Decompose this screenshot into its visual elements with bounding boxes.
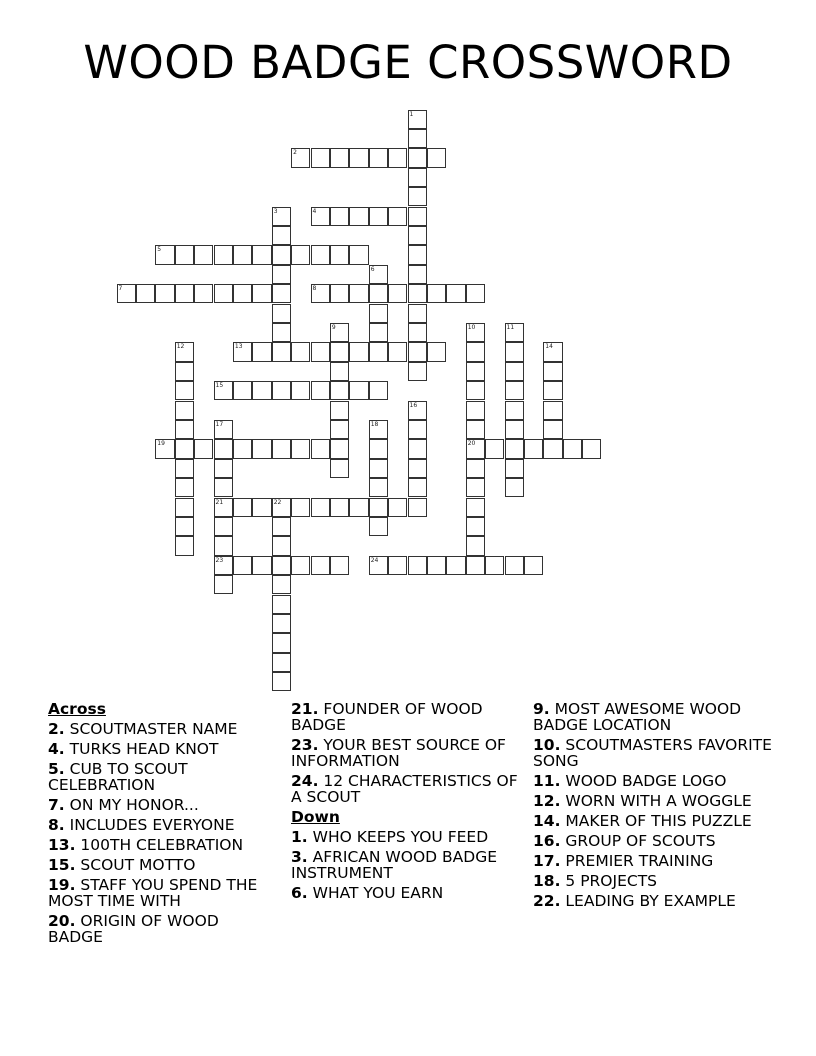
grid-cell[interactable] xyxy=(466,536,485,555)
grid-cell[interactable] xyxy=(117,284,136,303)
grid-cell[interactable] xyxy=(466,517,485,536)
grid-cell[interactable] xyxy=(175,517,194,536)
grid-cell[interactable] xyxy=(291,342,310,361)
grid-cell[interactable] xyxy=(388,284,407,303)
grid-cell[interactable] xyxy=(194,245,213,264)
grid-cell[interactable] xyxy=(330,420,349,439)
grid-cell[interactable] xyxy=(446,284,465,303)
clue-number: 18 xyxy=(370,420,379,428)
grid-cell[interactable] xyxy=(272,556,291,575)
clue-number: 21 xyxy=(215,498,224,506)
grid-cell[interactable] xyxy=(272,498,291,517)
clue-down-12: 12. WORN WITH A WOGGLE xyxy=(533,792,752,810)
clue-number: 13 xyxy=(234,343,243,351)
grid-cell[interactable] xyxy=(349,207,368,226)
grid-cell[interactable] xyxy=(272,284,291,303)
clue-down-18: 18. 5 PROJECTS xyxy=(533,872,658,890)
grid-cell[interactable] xyxy=(291,381,310,400)
grid-cell[interactable] xyxy=(175,381,194,400)
grid-cell[interactable] xyxy=(388,342,407,361)
grid-cell[interactable] xyxy=(369,556,388,575)
grid-cell[interactable] xyxy=(369,420,388,439)
clue-number: 1 xyxy=(409,110,414,118)
grid-cell[interactable] xyxy=(272,614,291,633)
clue-number: 8 xyxy=(312,285,317,293)
grid-cell[interactable] xyxy=(427,342,446,361)
grid-cell[interactable] xyxy=(272,207,291,226)
clue-number: 16 xyxy=(409,401,418,409)
grid-cell[interactable] xyxy=(505,401,524,420)
clue-across-13: 13. 100TH CELEBRATION xyxy=(48,836,244,854)
grid-cell[interactable] xyxy=(291,439,310,458)
clue-number: 14 xyxy=(545,343,553,351)
grid-cell[interactable] xyxy=(272,653,291,672)
clue-down-16: 16. GROUP OF SCOUTS xyxy=(533,832,716,850)
grid-cell[interactable] xyxy=(408,498,427,517)
page-title: WOOD BADGE CROSSWORD xyxy=(83,36,733,89)
grid-cell[interactable] xyxy=(155,439,174,458)
grid-cell[interactable] xyxy=(408,284,427,303)
clue-across-5: 5. CUB TO SCOUT CELEBRATION xyxy=(48,760,188,794)
grid-cell[interactable] xyxy=(408,362,427,381)
grid-cell[interactable] xyxy=(466,284,485,303)
grid-cell[interactable] xyxy=(349,284,368,303)
down-heading: Down xyxy=(291,808,340,826)
grid-cell[interactable] xyxy=(272,323,291,342)
clue-number: 4 xyxy=(312,207,317,215)
grid-cell[interactable] xyxy=(330,459,349,478)
grid-cell[interactable] xyxy=(233,284,252,303)
grid-cell[interactable] xyxy=(175,478,194,497)
clue-number: 23 xyxy=(215,556,224,564)
grid-cell[interactable] xyxy=(330,498,349,517)
grid-cell[interactable] xyxy=(175,342,194,361)
clue-across-19: 19. STAFF YOU SPEND THE MOST TIME WITH xyxy=(48,876,258,910)
grid-cell[interactable] xyxy=(311,498,330,517)
grid-cell[interactable] xyxy=(311,381,330,400)
grid-cell[interactable] xyxy=(214,439,233,458)
grid-cell[interactable] xyxy=(369,498,388,517)
grid-cell[interactable] xyxy=(408,556,427,575)
grid-cell[interactable] xyxy=(291,245,310,264)
grid-cell[interactable] xyxy=(330,284,349,303)
grid-cell[interactable] xyxy=(272,245,291,264)
grid-cell[interactable] xyxy=(214,381,233,400)
clues-column-3 xyxy=(533,701,773,913)
clue-across-7: 7. ON MY HONOR... xyxy=(48,796,199,814)
clue-across-21: 21. FOUNDER OF WOOD BADGE xyxy=(291,700,483,734)
grid-cell[interactable] xyxy=(369,323,388,342)
grid-cell[interactable] xyxy=(330,439,349,458)
grid-cell[interactable] xyxy=(505,342,524,361)
grid-cell[interactable] xyxy=(311,207,330,226)
grid-cell[interactable] xyxy=(175,459,194,478)
grid-cell[interactable] xyxy=(349,342,368,361)
clue-number: 19 xyxy=(157,440,165,448)
grid-cell[interactable] xyxy=(214,459,233,478)
grid-cell[interactable] xyxy=(388,207,407,226)
clue-number: 6 xyxy=(370,265,375,273)
grid-cell[interactable] xyxy=(505,556,524,575)
grid-cell[interactable] xyxy=(466,459,485,478)
grid-cell[interactable] xyxy=(330,342,349,361)
grid-cell[interactable] xyxy=(369,148,388,167)
grid-cell[interactable] xyxy=(408,342,427,361)
grid-cell[interactable] xyxy=(349,148,368,167)
grid-cell[interactable] xyxy=(214,245,233,264)
grid-cell[interactable] xyxy=(485,439,504,458)
clue-down-14: 14. MAKER OF THIS PUZZLE xyxy=(533,812,752,830)
grid-cell[interactable] xyxy=(466,323,485,342)
clue-across-24: 24. 12 CHARACTERISTICS OF A SCOUT xyxy=(291,772,518,806)
grid-cell[interactable] xyxy=(408,207,427,226)
across-heading: Across xyxy=(48,700,106,718)
grid-cell[interactable] xyxy=(408,439,427,458)
grid-cell[interactable] xyxy=(136,284,155,303)
grid-cell[interactable] xyxy=(466,381,485,400)
grid-cell[interactable] xyxy=(272,226,291,245)
clue-down-10: 10. SCOUTMASTERS FAVORITE SONG xyxy=(533,736,772,770)
grid-cell[interactable] xyxy=(330,381,349,400)
grid-cell[interactable] xyxy=(349,498,368,517)
grid-cell[interactable] xyxy=(369,459,388,478)
clue-number: 10 xyxy=(467,323,476,331)
grid-cell[interactable] xyxy=(505,381,524,400)
grid-cell[interactable] xyxy=(214,575,233,594)
grid-cell[interactable] xyxy=(408,401,427,420)
grid-cell[interactable] xyxy=(543,401,562,420)
grid-cell[interactable] xyxy=(291,556,310,575)
grid-cell[interactable] xyxy=(175,498,194,517)
grid-cell[interactable] xyxy=(408,478,427,497)
grid-cell[interactable] xyxy=(369,265,388,284)
grid-cell[interactable] xyxy=(505,459,524,478)
grid-cell[interactable] xyxy=(505,362,524,381)
grid-cell[interactable] xyxy=(369,381,388,400)
grid-cell[interactable] xyxy=(272,304,291,323)
grid-cell[interactable] xyxy=(543,381,562,400)
clue-across-23: 23. YOUR BEST SOURCE OF INFORMATION xyxy=(291,736,506,770)
grid-cell[interactable] xyxy=(214,284,233,303)
grid-cell[interactable] xyxy=(388,148,407,167)
grid-cell[interactable] xyxy=(408,265,427,284)
grid-cell[interactable] xyxy=(252,498,271,517)
clue-number: 11 xyxy=(506,323,515,331)
clue-across-20: 20. ORIGIN OF WOOD BADGE xyxy=(48,912,219,946)
grid-cell[interactable] xyxy=(408,187,427,206)
grid-cell[interactable] xyxy=(330,323,349,342)
grid-cell[interactable] xyxy=(485,556,504,575)
grid-cell[interactable] xyxy=(427,556,446,575)
grid-cell[interactable] xyxy=(330,556,349,575)
grid-cell[interactable] xyxy=(233,498,252,517)
grid-cell[interactable] xyxy=(272,265,291,284)
grid-cell[interactable] xyxy=(505,439,524,458)
grid-cell[interactable] xyxy=(175,401,194,420)
grid-cell[interactable] xyxy=(291,498,310,517)
grid-cell[interactable] xyxy=(252,381,271,400)
grid-cell[interactable] xyxy=(330,362,349,381)
grid-cell[interactable] xyxy=(408,226,427,245)
grid-cell[interactable] xyxy=(252,342,271,361)
clue-number: 20 xyxy=(467,440,476,448)
grid-cell[interactable] xyxy=(311,342,330,361)
clue-down-17: 17. PREMIER TRAINING xyxy=(533,852,714,870)
grid-cell[interactable] xyxy=(272,633,291,652)
grid-cell[interactable] xyxy=(330,245,349,264)
clue-number: 9 xyxy=(331,323,336,331)
grid-cell[interactable] xyxy=(408,129,427,148)
grid-cell[interactable] xyxy=(466,401,485,420)
grid-cell[interactable] xyxy=(466,556,485,575)
grid-cell[interactable] xyxy=(505,323,524,342)
grid-cell[interactable] xyxy=(349,245,368,264)
clue-across-8: 8. INCLUDES EVERYONE xyxy=(48,816,235,834)
grid-cell[interactable] xyxy=(330,148,349,167)
grid-cell[interactable] xyxy=(543,362,562,381)
grid-cell[interactable] xyxy=(233,245,252,264)
grid-cell[interactable] xyxy=(175,420,194,439)
grid-cell[interactable] xyxy=(349,381,368,400)
grid-cell[interactable] xyxy=(214,478,233,497)
grid-cell[interactable] xyxy=(291,148,310,167)
grid-cell[interactable] xyxy=(582,439,601,458)
clue-down-3: 3. AFRICAN WOOD BADGE INSTRUMENT xyxy=(291,848,497,882)
grid-cell[interactable] xyxy=(214,498,233,517)
grid-cell[interactable] xyxy=(563,439,582,458)
clue-number: 12 xyxy=(176,343,185,351)
grid-cell[interactable] xyxy=(272,672,291,691)
grid-cell[interactable] xyxy=(388,556,407,575)
clue-down-22: 22. LEADING BY EXAMPLE xyxy=(533,892,736,910)
grid-cell[interactable] xyxy=(369,439,388,458)
grid-cell[interactable] xyxy=(175,284,194,303)
crossword-grid xyxy=(117,110,637,700)
grid-cell[interactable] xyxy=(214,420,233,439)
grid-cell[interactable] xyxy=(543,439,562,458)
grid-cell[interactable] xyxy=(369,304,388,323)
grid-cell[interactable] xyxy=(388,498,407,517)
grid-cell[interactable] xyxy=(155,245,174,264)
clue-number: 2 xyxy=(293,149,297,157)
grid-cell[interactable] xyxy=(408,168,427,187)
grid-cell[interactable] xyxy=(194,439,213,458)
grid-cell[interactable] xyxy=(369,207,388,226)
grid-cell[interactable] xyxy=(505,478,524,497)
grid-cell[interactable] xyxy=(427,284,446,303)
grid-cell[interactable] xyxy=(272,342,291,361)
grid-cell[interactable] xyxy=(408,304,427,323)
grid-cell[interactable] xyxy=(311,439,330,458)
clue-number: 24 xyxy=(370,556,379,564)
grid-cell[interactable] xyxy=(369,284,388,303)
grid-cell[interactable] xyxy=(369,517,388,536)
clue-number: 22 xyxy=(273,498,282,506)
grid-cell[interactable] xyxy=(252,245,271,264)
grid-cell[interactable] xyxy=(466,362,485,381)
grid-cell[interactable] xyxy=(408,459,427,478)
grid-cell[interactable] xyxy=(505,420,524,439)
grid-cell[interactable] xyxy=(311,284,330,303)
clue-number: 3 xyxy=(273,207,278,215)
clues-column-2 xyxy=(291,701,526,905)
grid-cell[interactable] xyxy=(524,439,543,458)
grid-cell[interactable] xyxy=(252,556,271,575)
grid-cell[interactable] xyxy=(175,439,194,458)
grid-cell[interactable] xyxy=(311,148,330,167)
grid-cell[interactable] xyxy=(369,478,388,497)
grid-cell[interactable] xyxy=(194,284,213,303)
grid-cell[interactable] xyxy=(252,439,271,458)
grid-cell[interactable] xyxy=(175,536,194,555)
clues-column-1 xyxy=(48,701,278,949)
clue-down-1: 1. WHO KEEPS YOU FEED xyxy=(291,828,489,846)
grid-cell[interactable] xyxy=(214,556,233,575)
grid-cell[interactable] xyxy=(408,245,427,264)
clue-number: 5 xyxy=(157,246,162,254)
clue-down-11: 11. WOOD BADGE LOGO xyxy=(533,772,727,790)
clue-number: 17 xyxy=(215,420,224,428)
clue-down-9: 9. MOST AWESOME WOOD BADGE LOCATION xyxy=(533,700,742,734)
grid-cell[interactable] xyxy=(408,323,427,342)
grid-cell[interactable] xyxy=(466,420,485,439)
grid-cell[interactable] xyxy=(311,245,330,264)
clue-across-4: 4. TURKS HEAD KNOT xyxy=(48,740,219,758)
grid-cell[interactable] xyxy=(466,478,485,497)
grid-cell[interactable] xyxy=(175,362,194,381)
grid-cell[interactable] xyxy=(330,401,349,420)
grid-cell[interactable] xyxy=(330,207,349,226)
grid-cell[interactable] xyxy=(408,420,427,439)
grid-cell[interactable] xyxy=(272,575,291,594)
grid-cell[interactable] xyxy=(214,517,233,536)
grid-cell[interactable] xyxy=(272,381,291,400)
grid-cell[interactable] xyxy=(408,148,427,167)
grid-cell[interactable] xyxy=(408,110,427,129)
clue-across-15: 15. SCOUT MOTTO xyxy=(48,856,196,874)
grid-cell[interactable] xyxy=(543,420,562,439)
grid-cell[interactable] xyxy=(272,536,291,555)
grid-cell[interactable] xyxy=(543,342,562,361)
grid-cell[interactable] xyxy=(175,245,194,264)
grid-cell[interactable] xyxy=(427,148,446,167)
grid-cell[interactable] xyxy=(466,342,485,361)
grid-cell[interactable] xyxy=(272,439,291,458)
grid-cell[interactable] xyxy=(272,595,291,614)
grid-cell[interactable] xyxy=(369,342,388,361)
clue-across-2: 2. SCOUTMASTER NAME xyxy=(48,720,238,738)
grid-cell[interactable] xyxy=(311,556,330,575)
grid-cell[interactable] xyxy=(233,342,252,361)
grid-cell[interactable] xyxy=(466,498,485,517)
grid-cell[interactable] xyxy=(272,517,291,536)
grid-cell[interactable] xyxy=(252,284,271,303)
grid-cell[interactable] xyxy=(446,556,465,575)
clue-down-6: 6. WHAT YOU EARN xyxy=(291,884,444,902)
grid-cell[interactable] xyxy=(524,556,543,575)
grid-cell[interactable] xyxy=(233,439,252,458)
grid-cell[interactable] xyxy=(155,284,174,303)
grid-cell[interactable] xyxy=(466,439,485,458)
grid-cell[interactable] xyxy=(233,381,252,400)
clue-number: 7 xyxy=(118,285,123,293)
grid-cell[interactable] xyxy=(233,556,252,575)
clue-number: 15 xyxy=(215,382,224,390)
grid-cell[interactable] xyxy=(214,536,233,555)
